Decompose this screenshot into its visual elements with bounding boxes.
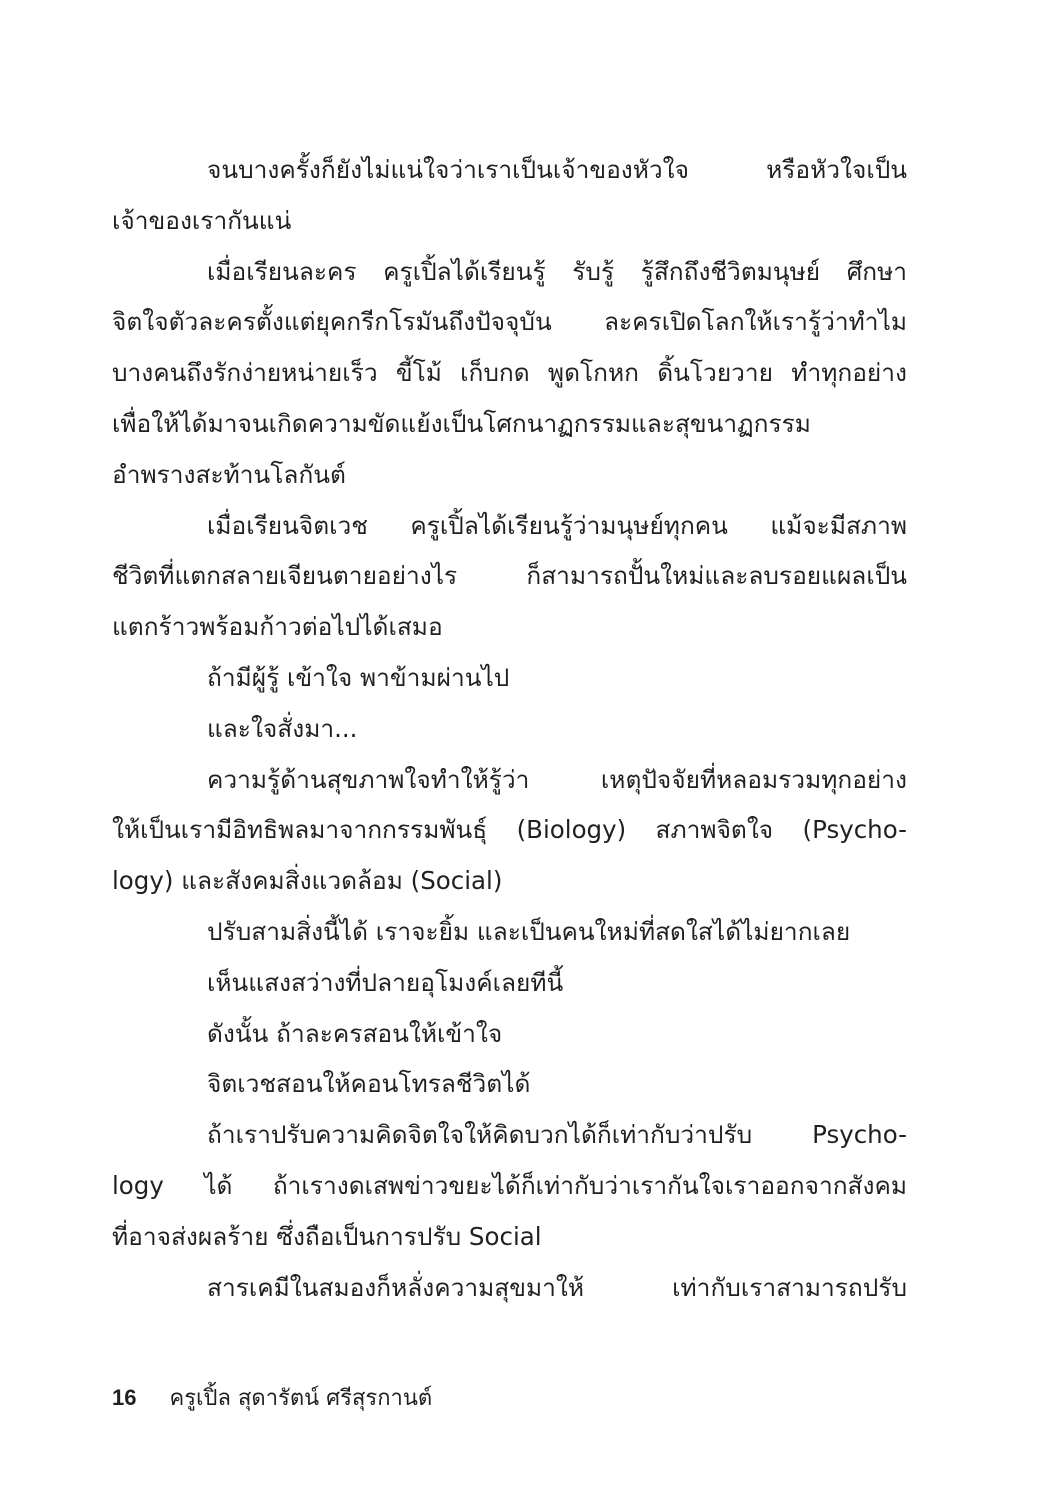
text-line: เจ้าของเรากันแน่ [112, 205, 292, 235]
text-line: จิตเวชสอนให้คอนโทรลชีวิตได้ [207, 1069, 531, 1099]
text-line: logy ได้ ถ้าเรางดเสพข่าวขยะได้ก็เท่ากับว่าเรากันใจเราออกจากสังคม [112, 1170, 907, 1200]
page-footer [112, 1378, 432, 1418]
text-line: สารเคมีในสมองก็หลั่งความสุขมาให้ เท่ากับเราสามารถปรับ [207, 1272, 907, 1302]
text-line: จิตใจตัวละครตั้งแต่ยุคกรีกโรมันถึงปัจจุบัน ละครเปิดโลกให้เรารู้ว่าทำไม [112, 307, 907, 337]
author-name: ครูเปิ้ล สุดารัตน์ ศรีสุรกานต์ [169, 1386, 433, 1411]
page-number: 16 [112, 1385, 137, 1410]
text-line: เมื่อเรียนจิตเวช ครูเปิ้ลได้เรียนรู้ว่ามนุษย์ทุกคน แม้จะมีสภาพ [207, 510, 907, 540]
text-line: ให้เป็นเรามีอิทธิพลมาจากกรรมพันธุ์ (Biology) สภาพจิตใจ (Psycho- [112, 815, 907, 845]
text-line: แตกร้าวพร้อมก้าวต่อไปได้เสมอ [112, 612, 443, 642]
text-line: ถ้ามีผู้รู้ เข้าใจ พาข้ามผ่านไป [207, 662, 510, 692]
body-text [112, 145, 907, 1313]
text-line: ดังนั้น ถ้าละครสอนให้เข้าใจ [207, 1018, 503, 1048]
text-line: เพื่อให้ได้มาจนเกิดความขัดแย้งเป็นโศกนาฏกรรมและสุขนาฏกรรม [112, 408, 811, 438]
text-line: เห็นแสงสว่างที่ปลายอุโมงค์เลยทีนี้ [207, 967, 564, 997]
text-line: เมื่อเรียนละคร ครูเปิ้ลได้เรียนรู้ รับรู้ รู้สึกถึงชีวิตมนุษย์ ศึกษา [207, 256, 907, 286]
text-line: ถ้าเราปรับความคิดจิตใจให้คิดบวกได้ก็เท่ากับว่าปรับ Psycho- [207, 1120, 907, 1150]
text-line: บางคนถึงรักง่ายหน่ายเร็ว ขี้โม้ เก็บกด พูดโกหก ดิ้นโวยวาย ทำทุกอย่าง [112, 358, 907, 388]
text-line: และใจสั่งมา... [207, 713, 358, 743]
text-line: จนบางครั้งก็ยังไม่แน่ใจว่าเราเป็นเจ้าของหัวใจ หรือหัวใจเป็น [207, 155, 907, 184]
text-line: ความรู้ด้านสุขภาพใจทำให้รู้ว่า เหตุปัจจัยที่หลอมรวมทุกอย่าง [207, 764, 907, 794]
text-line: logy) และสังคมสิ่งแวดล้อม (Social) [112, 866, 503, 896]
text-line: ชีวิตที่แตกสลายเจียนตายอย่างไร ก็สามารถปั้นใหม่และลบรอยแผลเป็น [112, 561, 907, 591]
text-line: อำพรางสะท้านโลกันต์ [112, 459, 346, 489]
text-line: ปรับสามสิ่งนี้ได้ เราจะยิ้ม และเป็นคนใหม่ที่สดใสได้ไม่ยากเลย [207, 916, 851, 946]
text-line: ที่อาจส่งผลร้าย ซึ่งถือเป็นการปรับ Social [112, 1221, 542, 1251]
